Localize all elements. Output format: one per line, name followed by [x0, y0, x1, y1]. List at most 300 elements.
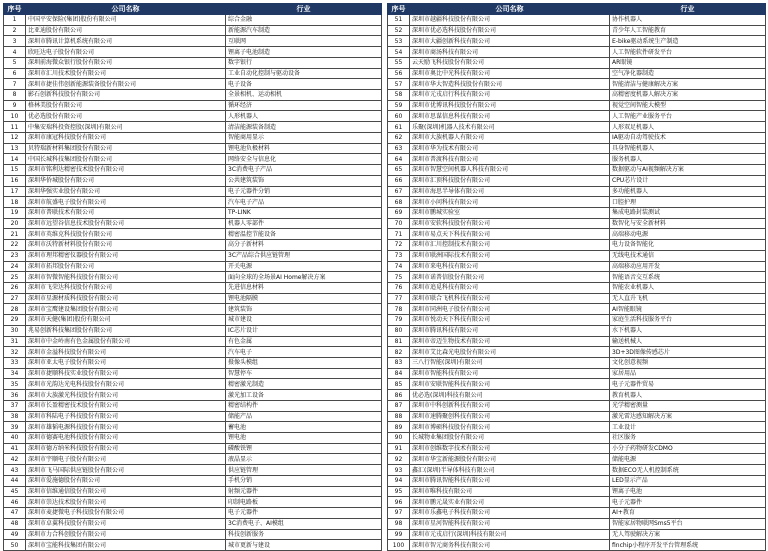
table-row	[388, 207, 766, 218]
industry: 数字银行	[226, 57, 382, 68]
row-number: 3	[4, 36, 26, 47]
row-number: 93	[388, 465, 410, 476]
row-number: 19	[4, 207, 26, 218]
row-number: 86	[388, 390, 410, 401]
company-name: 深圳市腾讯计算机系统有限公司	[26, 36, 226, 47]
industry: 数智化与安全新材料	[610, 218, 766, 229]
row-number: 7	[4, 79, 26, 90]
company-name: 深圳市中金岭南有色金属股份有限公司	[26, 336, 226, 347]
company-name: 深圳市来电科技有限公司	[410, 261, 610, 272]
company-list-page	[3, 3, 765, 549]
industry: 汽车电子产品	[226, 197, 382, 208]
industry: 3D+3D图像传感芯片	[610, 347, 766, 358]
company-name: 格林美股份有限公司	[26, 100, 226, 111]
row-number: 98	[388, 518, 410, 529]
row-number: 50	[4, 540, 26, 551]
table-row	[388, 218, 766, 229]
industry: 印制电路板	[226, 497, 382, 508]
row-number: 20	[4, 218, 26, 229]
table-row	[4, 261, 382, 272]
company-name: 深圳市唯科技有限公司	[410, 486, 610, 497]
industry: 网络安全与信息化	[226, 154, 382, 165]
table-row	[4, 422, 382, 433]
company-name: 深圳市腾讯科技有限公司	[410, 325, 610, 336]
company-name: 深圳市联洲国际技术有限公司	[410, 250, 610, 261]
industry: 射频元器件	[226, 486, 382, 497]
industry: 供应链管理	[226, 465, 382, 476]
company-name: 深圳市英维克科技股份有限公司	[26, 229, 226, 240]
row-number: 61	[388, 122, 410, 133]
row-number: 72	[388, 240, 410, 251]
row-number: 47	[4, 508, 26, 519]
table-row	[4, 100, 382, 111]
industry: 服务机器人	[610, 154, 766, 165]
table-row	[388, 79, 766, 90]
company-name: 深圳市大族机器人有限公司	[410, 132, 610, 143]
table-body-right	[388, 15, 766, 551]
table-row	[4, 79, 382, 90]
row-number: 18	[4, 197, 26, 208]
table-row	[388, 122, 766, 133]
row-number: 51	[388, 15, 410, 26]
company-name: 深圳市易点天下科技有限公司	[410, 229, 610, 240]
row-number: 74	[388, 261, 410, 272]
row-number: 40	[4, 433, 26, 444]
industry: 互联网	[226, 36, 382, 47]
industry: 面向全球的全场景AI Home解决方案	[226, 272, 382, 283]
row-number: 83	[388, 358, 410, 369]
table-row	[388, 186, 766, 197]
company-name: 深圳市博硕科技股份有限公司	[410, 422, 610, 433]
table-row	[388, 508, 766, 519]
header-industry: 行业	[610, 4, 766, 15]
industry: 工业设计	[610, 422, 766, 433]
company-name: 中国平安保险(集团)股份有限公司	[26, 15, 226, 26]
company-name: 深圳市同洲电子股份有限公司	[410, 304, 610, 315]
row-number: 54	[388, 47, 410, 58]
row-number: 46	[4, 497, 26, 508]
company-name: 深圳市宝鹰建设集团股份有限公司	[26, 304, 226, 315]
table-row	[4, 293, 382, 304]
industry: 高端移动应用开发	[610, 261, 766, 272]
table-row	[388, 368, 766, 379]
row-number: 97	[388, 508, 410, 519]
table-row	[4, 25, 382, 36]
company-name: 深圳市崇达技术股份有限公司	[26, 497, 226, 508]
industry: 智慧停车	[226, 368, 382, 379]
table-row	[4, 197, 382, 208]
row-number: 62	[388, 132, 410, 143]
row-number: 24	[4, 261, 26, 272]
industry: 储能产品	[226, 411, 382, 422]
table-row	[388, 422, 766, 433]
table-row	[4, 400, 382, 411]
row-number: 100	[388, 540, 410, 551]
row-number: 17	[4, 186, 26, 197]
table-row	[4, 325, 382, 336]
company-name: 深圳市亚太电子股份有限公司	[26, 358, 226, 369]
row-number: 30	[4, 325, 26, 336]
row-number: 1	[4, 15, 26, 26]
table-row	[388, 47, 766, 58]
row-number: 16	[4, 175, 26, 186]
company-name: 深圳市帝迈生物技术有限公司	[410, 336, 610, 347]
row-number: 32	[4, 347, 26, 358]
row-number: 81	[388, 336, 410, 347]
industry: 水下机器人	[610, 325, 766, 336]
header-industry: 行业	[226, 4, 382, 15]
table-row	[4, 486, 382, 497]
table-row	[388, 518, 766, 529]
row-number: 65	[388, 165, 410, 176]
row-number: 5	[4, 57, 26, 68]
industry: 数据ECO无人机控制系统	[610, 465, 766, 476]
table-row	[388, 475, 766, 486]
table-row	[4, 518, 382, 529]
row-number: 66	[388, 175, 410, 186]
row-number: 35	[4, 379, 26, 390]
company-name: 深圳市信维通信股份有限公司	[26, 486, 226, 497]
company-name: 深圳市大族激光科技股份有限公司	[26, 390, 226, 401]
table-row	[4, 368, 382, 379]
row-number: 2	[4, 25, 26, 36]
table-row	[4, 443, 382, 454]
table-row	[4, 143, 382, 154]
industry: 人工智能软件研发平台	[610, 47, 766, 58]
table-row	[4, 497, 382, 508]
company-name: 深圳市飞荣达科技股份有限公司	[26, 282, 226, 293]
row-number: 8	[4, 90, 26, 101]
industry: 电子元器件	[610, 497, 766, 508]
table-row	[4, 379, 382, 390]
industry: 青少年人工智能教育	[610, 25, 766, 36]
table-row	[4, 347, 382, 358]
industry: 人工智能产业服务平台	[610, 111, 766, 122]
table-row	[388, 261, 766, 272]
company-name: 深圳市宇顺电子股份有限公司	[26, 454, 226, 465]
company-name: 乐聚(深圳)机器人技术有限公司	[410, 122, 610, 133]
industry: 电子元器件分销	[226, 186, 382, 197]
row-number: 77	[388, 293, 410, 304]
table-header-row	[388, 4, 766, 15]
company-name: 深圳市鹏城实验室	[410, 207, 610, 218]
industry: 光学精密测量	[610, 400, 766, 411]
company-table-right	[387, 3, 766, 551]
row-number: 34	[4, 368, 26, 379]
table-row	[388, 100, 766, 111]
industry: 无人驾驶解决方案	[610, 529, 766, 540]
company-name: 深圳华强实业股份有限公司	[26, 186, 226, 197]
industry: 汽车电子	[226, 347, 382, 358]
company-name: 长城物业集团股份有限公司	[410, 433, 610, 444]
company-name: 深圳市捷佳伟创新能源装备股份有限公司	[26, 79, 226, 90]
industry: 锂离子电池	[610, 486, 766, 497]
industry: 人形双足机器人	[610, 122, 766, 133]
row-number: 95	[388, 486, 410, 497]
table-header-row	[4, 4, 382, 15]
industry: 3C消费电子产品	[226, 165, 382, 176]
row-number: 52	[388, 25, 410, 36]
row-number: 82	[388, 347, 410, 358]
company-name: 深圳市元戎启行科技有限公司	[410, 90, 610, 101]
table-row	[388, 57, 766, 68]
company-name: 深圳市创维数字技术有限公司	[410, 443, 610, 454]
industry: 数据驱动与AI视频解决方案	[610, 165, 766, 176]
row-number: 99	[388, 529, 410, 540]
table-row	[388, 433, 766, 444]
table-row	[4, 218, 382, 229]
row-number: 22	[4, 240, 26, 251]
company-name: 影石创新科技股份有限公司	[26, 90, 226, 101]
row-number: 48	[4, 518, 26, 529]
company-name: 深圳市光韵达光电科技股份有限公司	[26, 379, 226, 390]
table-row	[388, 293, 766, 304]
company-name: 深圳市海思半导体有限公司	[410, 186, 610, 197]
company-name: 深圳市大疆创新科技有限公司	[410, 36, 610, 47]
header-company: 公司名称	[410, 4, 610, 15]
row-number: 80	[388, 325, 410, 336]
table-row	[388, 347, 766, 358]
industry: AI+教育	[610, 508, 766, 519]
table-row	[388, 68, 766, 79]
table-row	[388, 411, 766, 422]
company-name: 深圳市麦捷微电子科技股份有限公司	[26, 508, 226, 519]
industry: 智能农业机器人	[610, 282, 766, 293]
industry: IC芯片设计	[226, 325, 382, 336]
row-number: 28	[4, 304, 26, 315]
row-number: 33	[4, 358, 26, 369]
table-row	[4, 57, 382, 68]
company-name: 深圳市优必选科技股份有限公司	[410, 25, 610, 36]
industry: 精密温控节能设备	[226, 229, 382, 240]
table-row	[388, 111, 766, 122]
table-row	[388, 143, 766, 154]
table-row	[388, 497, 766, 508]
company-name: 深圳市航盛电子股份有限公司	[26, 197, 226, 208]
row-number: 15	[4, 165, 26, 176]
industry: 全景相机、运动相机	[226, 90, 382, 101]
row-number: 71	[388, 229, 410, 240]
company-name: 深圳华侨城股份有限公司	[26, 175, 226, 186]
table-row	[388, 229, 766, 240]
table-row	[4, 207, 382, 218]
company-name: 深圳市艾比森光电股份有限公司	[410, 347, 610, 358]
company-name: 深圳市思谋信息科技有限公司	[410, 111, 610, 122]
row-number: 23	[4, 250, 26, 261]
company-name: 深圳市鹏元晟实业有限公司	[410, 497, 610, 508]
row-number: 21	[4, 229, 26, 240]
row-number: 73	[388, 250, 410, 261]
company-name: 深圳市华宝新能源股份有限公司	[410, 454, 610, 465]
row-number: 84	[388, 368, 410, 379]
row-number: 43	[4, 465, 26, 476]
company-name: 深圳市商汤科技有限公司	[410, 47, 610, 58]
industry: LED显示产品	[610, 475, 766, 486]
table-row	[4, 175, 382, 186]
row-number: 4	[4, 47, 26, 58]
row-number: 37	[4, 400, 26, 411]
company-name: 深圳市华大智造科技股份有限公司	[410, 79, 610, 90]
industry: 锂离子电池制造	[226, 47, 382, 58]
industry: 科技创新服务	[226, 529, 382, 540]
table-row	[4, 540, 382, 551]
company-name: 深圳市速腾聚创科技有限公司	[410, 411, 610, 422]
industry: 人形机器人	[226, 111, 382, 122]
industry: 有色金属	[226, 336, 382, 347]
company-name: 深圳市越疆科技股份有限公司	[410, 15, 610, 26]
table-row	[4, 358, 382, 369]
table-row	[388, 336, 766, 347]
industry: TP-LINK	[226, 207, 382, 218]
table-row	[388, 486, 766, 497]
industry: 视觉空间智能大模型	[610, 100, 766, 111]
company-name: 深圳市力合科创股份有限公司	[26, 529, 226, 540]
company-name: 鑫汇(深圳)半导体科技有限公司	[410, 465, 610, 476]
company-name: 深圳市元戎启行(深圳)科技有限公司	[410, 529, 610, 540]
company-name: 深圳市安联智能科技有限公司	[410, 379, 610, 390]
row-number: 67	[388, 186, 410, 197]
table-row	[388, 529, 766, 540]
table-row	[4, 229, 382, 240]
industry: 激光雷达感知解决方案	[610, 411, 766, 422]
row-number: 79	[388, 315, 410, 326]
company-name: 深圳市远望谷信息技术股份有限公司	[26, 218, 226, 229]
row-number: 11	[4, 122, 26, 133]
industry: 精密结构件	[226, 400, 382, 411]
industry: 锂电池负极材料	[226, 143, 382, 154]
row-number: 85	[388, 379, 410, 390]
company-name: 深圳市联合飞机科技有限公司	[410, 293, 610, 304]
company-name: 深圳市宝能科技集团有限公司	[26, 540, 226, 551]
row-number: 13	[4, 143, 26, 154]
row-number: 36	[4, 390, 26, 401]
table-row	[388, 390, 766, 401]
table-row	[388, 90, 766, 101]
header-number: 序号	[4, 4, 26, 15]
row-number: 39	[4, 422, 26, 433]
row-number: 91	[388, 443, 410, 454]
company-name: 云天励飞科技股份有限公司	[410, 57, 610, 68]
row-number: 9	[4, 100, 26, 111]
table-row	[4, 315, 382, 326]
industry: 电力设备智能化	[610, 240, 766, 251]
company-name: 深圳市爱施德股份有限公司	[26, 475, 226, 486]
row-number: 53	[388, 36, 410, 47]
industry: 机器人零部件	[226, 218, 382, 229]
row-number: 90	[388, 433, 410, 444]
company-name: 深圳市飞马国际供应链股份有限公司	[26, 465, 226, 476]
industry: 智能商用显示	[226, 132, 382, 143]
industry: 口腔护理	[610, 197, 766, 208]
company-name: 深圳市铭利达精密技术股份有限公司	[26, 165, 226, 176]
industry: 智能清洁与健康解决方案	[610, 79, 766, 90]
industry: 多功能机器人	[610, 186, 766, 197]
table-row	[4, 15, 382, 26]
table-row	[388, 540, 766, 551]
table-row	[388, 358, 766, 369]
table-row	[4, 250, 382, 261]
company-name: 深圳市华为技术有限公司	[410, 143, 610, 154]
industry: 液晶显示	[226, 454, 382, 465]
row-number: 75	[388, 272, 410, 283]
row-number: 92	[388, 454, 410, 465]
company-name: 深圳市中科创新科技有限公司	[410, 400, 610, 411]
company-name: 深圳市普联技术有限公司	[26, 207, 226, 218]
table-row	[388, 15, 766, 26]
row-number: 44	[4, 475, 26, 486]
table-row	[388, 454, 766, 465]
table-row	[4, 111, 382, 122]
row-number: 27	[4, 293, 26, 304]
row-number: 68	[388, 197, 410, 208]
industry: 新能源汽车制造	[226, 25, 382, 36]
table-row	[4, 272, 382, 283]
industry: AR眼镜	[610, 57, 766, 68]
table-row	[388, 25, 766, 36]
company-name: 深圳市智微智能科技股份有限公司	[26, 272, 226, 283]
row-number: 25	[4, 272, 26, 283]
table-row	[4, 186, 382, 197]
table-row	[4, 282, 382, 293]
table-row	[4, 165, 382, 176]
company-name: 深圳市智元商务科技有限公司	[410, 540, 610, 551]
industry: 精密激光制造	[226, 379, 382, 390]
company-name: 深圳市德方纳米科技股份有限公司	[26, 443, 226, 454]
company-name: 深圳市安软科技股份有限公司	[410, 218, 610, 229]
row-number: 45	[4, 486, 26, 497]
industry: 循环经济	[226, 100, 382, 111]
company-name: 深圳市智能科技有限公司	[410, 368, 610, 379]
company-name: 深圳市普渡科技有限公司	[410, 154, 610, 165]
company-name: 深圳市汇川控制技术有限公司	[410, 240, 610, 251]
row-number: 94	[388, 475, 410, 486]
table-row	[388, 132, 766, 143]
table-row	[388, 465, 766, 476]
table-row	[4, 454, 382, 465]
table-row	[388, 282, 766, 293]
industry: 工业自动化控制与驱动设备	[226, 68, 382, 79]
industry: 输送机械人	[610, 336, 766, 347]
industry: 综合金融	[226, 15, 382, 26]
table-row	[388, 379, 766, 390]
industry: 电子元器件	[226, 508, 382, 519]
industry: 城市建设	[226, 315, 382, 326]
company-name: 优必选股份有限公司	[26, 111, 226, 122]
company-name: 比亚迪股份有限公司	[26, 25, 226, 36]
industry: 协作机器人	[610, 15, 766, 26]
row-number: 42	[4, 454, 26, 465]
table-row	[388, 175, 766, 186]
industry: 小分子药物研发CDMO	[610, 443, 766, 454]
row-number: 6	[4, 68, 26, 79]
row-number: 41	[4, 443, 26, 454]
industry: 高端移动电源	[610, 229, 766, 240]
row-number: 76	[388, 282, 410, 293]
industry: 蓄电池	[226, 422, 382, 433]
row-number: 57	[388, 79, 410, 90]
industry: 高分子新材料	[226, 240, 382, 251]
row-number: 78	[388, 304, 410, 315]
industry: 电子元器件贸易	[610, 379, 766, 390]
table-row	[4, 465, 382, 476]
company-name: 欣旺达电子股份有限公司	[26, 47, 226, 58]
table-row	[4, 47, 382, 58]
industry: AI智能眼镜	[610, 304, 766, 315]
company-name: 深圳市拓邦股份有限公司	[26, 261, 226, 272]
company-name: 深圳市卓翼科技股份有限公司	[26, 518, 226, 529]
table-row	[388, 165, 766, 176]
company-name: 深圳市长盈精密技术股份有限公司	[26, 400, 226, 411]
